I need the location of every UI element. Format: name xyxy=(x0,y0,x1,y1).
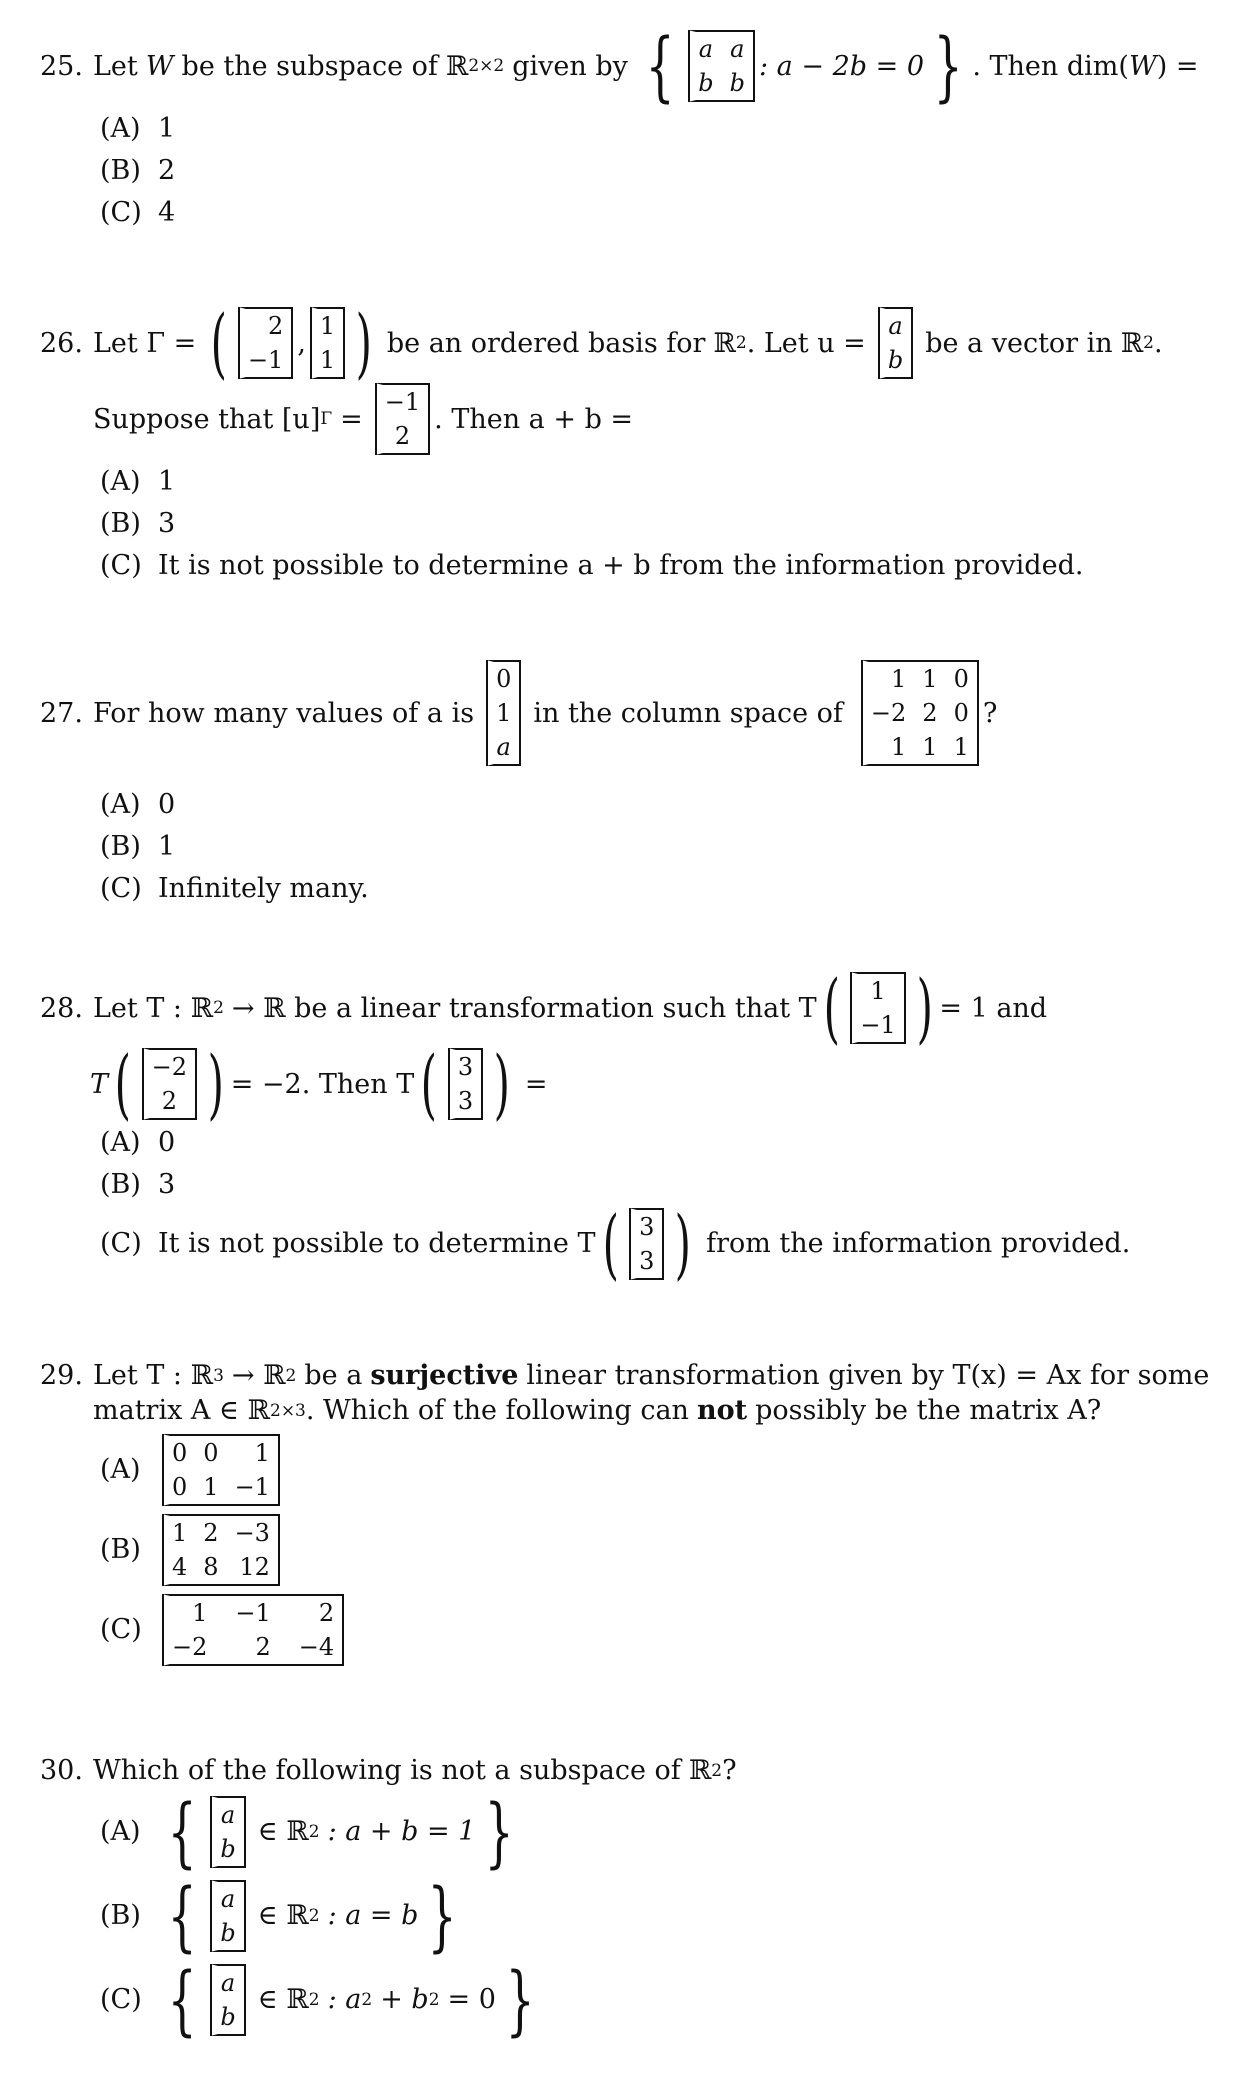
question-26: 26. Let Γ = ( 2 −1 , 1 1 ) be an ordered basis for ℝ 2 . Let u = a b be a vector in ℝ 2 . Suppose that [u] Γ = −1 2 . Then a + b = (A) 1 (B) 3 (C) It is not possible to determine a + b from the information provided. xyxy=(40,305,1220,587)
text: possibly be the matrix A? xyxy=(755,1395,1102,1426)
text: Which of the following is not a subspace of xyxy=(93,1755,681,1786)
option-label: (C) xyxy=(100,1228,142,1259)
matrix-cell: a xyxy=(220,1969,236,1997)
matrix-cell: b xyxy=(729,69,745,97)
matrix-w xyxy=(688,30,755,102)
matrix-cell: 8 xyxy=(203,1553,219,1581)
option-a[interactable] xyxy=(100,1434,1220,1506)
text: in the column space of xyxy=(533,697,843,729)
option-label: (B) xyxy=(100,1169,141,1200)
vector xyxy=(629,1208,664,1280)
options xyxy=(40,1787,1220,2044)
text: Let Γ = xyxy=(93,327,197,359)
options xyxy=(40,461,1220,587)
matrix-cell: 3 xyxy=(639,1213,655,1241)
option-label: (B) xyxy=(100,155,141,186)
option-text: 3 xyxy=(158,1169,176,1200)
condition: : a xyxy=(327,1984,362,2015)
option-text: 1 xyxy=(158,831,176,862)
condition: : a + b = 1 xyxy=(327,1816,476,1847)
matrix-cell: 1 xyxy=(319,312,336,340)
matrix-cell: b xyxy=(698,69,714,97)
condition: : a = b xyxy=(327,1900,419,1931)
text: → ℝ xyxy=(231,1360,286,1391)
text: Let T : ℝ xyxy=(93,992,214,1024)
matrix-cell: 1 xyxy=(891,733,907,761)
text: = 1 and xyxy=(939,992,1048,1024)
text: . Let u = xyxy=(746,327,866,359)
matrix-cell: 0 xyxy=(203,1439,219,1467)
right-paren: ) xyxy=(916,963,933,1052)
option-c[interactable] xyxy=(100,1594,1220,1666)
matrix-cell: 3 xyxy=(457,1087,474,1115)
option-b[interactable]: (B) { a b ∈ ℝ 2 : a = b } xyxy=(100,1871,458,1960)
text: . Which of the following can xyxy=(305,1395,689,1426)
option-label: (B) xyxy=(100,831,141,862)
option-text: 4 xyxy=(158,197,176,228)
matrix-cell: b xyxy=(887,346,904,374)
option-c[interactable] xyxy=(100,1199,1220,1288)
matrix-cell: −3 xyxy=(234,1519,270,1547)
option-text: It is not possible to determine T xyxy=(158,1228,596,1259)
left-brace: { xyxy=(167,1787,197,1876)
option-text: 1 xyxy=(158,113,176,144)
question-number: 28. xyxy=(40,992,83,1024)
matrix-cell: 2 xyxy=(255,1633,271,1661)
text: be a xyxy=(304,1360,363,1391)
matrix xyxy=(162,1594,344,1666)
text: ∈ ℝ xyxy=(257,1900,309,1931)
option-c[interactable]: (C) { a b ∈ ℝ 2 : a 2 + b 2 = 0 } xyxy=(100,1955,535,2044)
reals: ℝ xyxy=(1120,327,1144,359)
vector xyxy=(448,1048,483,1120)
option-text: 0 xyxy=(158,1127,176,1158)
right-brace: } xyxy=(505,1955,535,2044)
matrix-cell: 3 xyxy=(457,1053,474,1081)
option-label: (A) xyxy=(100,789,141,820)
question-number: 27. xyxy=(40,697,83,729)
matrix-cell: a xyxy=(220,1885,236,1913)
matrix-cell: b xyxy=(220,2003,236,2031)
matrix-cell: 4 xyxy=(172,1553,188,1581)
basis-vector-1 xyxy=(238,307,293,379)
left-paren: ( xyxy=(114,1039,131,1128)
question-29: 29. Let T : ℝ 3 → ℝ 2 be a surjective linear transformation given by T(x) = Ax for some matrix A ∈ ℝ 2×3 . Which of the following can not possibly be the matrix A? (A) 0 0 1 0 1 −1 (B) 1 2 −3 4 8 12 (C) 1 −1 2 −2 2 −4 xyxy=(40,1360,1220,1674)
left-paren: ( xyxy=(602,1199,619,1288)
right-brace: } xyxy=(428,1871,458,1960)
option-label: (A) xyxy=(100,113,141,144)
matrix-cell: b xyxy=(220,1835,236,1863)
question-number: 26. xyxy=(40,327,83,359)
emphasis: surjective xyxy=(370,1360,519,1391)
option-label: (C) xyxy=(100,873,142,904)
vector xyxy=(142,1048,197,1120)
matrix-cell: −1 xyxy=(247,346,284,374)
matrix-cell: a xyxy=(220,1801,236,1829)
option-text: It is not possible to determine a + b from the information provided. xyxy=(158,550,1084,581)
text: Let T : ℝ xyxy=(93,1360,214,1391)
matrix-cell: 1 xyxy=(870,977,886,1005)
left-paren: ( xyxy=(420,1039,438,1128)
reals: ℝ xyxy=(688,1755,712,1786)
condition: = 0 xyxy=(447,1984,496,2015)
option-label: (A) xyxy=(100,1127,141,1158)
right-brace: } xyxy=(485,1787,515,1876)
matrix-cell: 0 xyxy=(172,1439,188,1467)
options xyxy=(40,784,1220,910)
option-text: 3 xyxy=(158,508,176,539)
emphasis: not xyxy=(696,1395,748,1426)
matrix-cell: 12 xyxy=(239,1553,270,1581)
matrix-cell: 2 xyxy=(268,312,284,340)
left-brace: { xyxy=(167,1871,197,1960)
matrix-cell: 1 xyxy=(922,733,938,761)
option-label: (C) xyxy=(100,197,142,228)
matrix xyxy=(162,1514,280,1586)
option-a[interactable] xyxy=(100,461,1220,503)
question-28: 28. Let T : ℝ 2 → ℝ be a linear transformation such that T ( 1 −1 ) = 1 and T ( −2 2 ) = −2. Then T ( 3 3 ) = (A) 0 (B) 3 (C) It is not possible to determine T ( 3 3 ) from the information provided. xyxy=(40,970,1220,1282)
matrix-cell: 1 xyxy=(496,699,512,727)
left-paren: ( xyxy=(210,298,228,387)
question-25: 25. Let W be the subspace of ℝ 2×2 given by { a a b b : a − 2b = 0 } . Then dim( W ) = (A) 1 (B) 2 (C) 4 xyxy=(40,28,1220,234)
matrix-cell: 2 xyxy=(203,1519,219,1547)
matrix-cell: −1 xyxy=(384,388,421,416)
right-paren: ) xyxy=(675,1199,692,1288)
left-brace: { xyxy=(167,1955,197,2044)
text: be a vector in xyxy=(925,327,1113,359)
text: . Then a + b = xyxy=(434,403,634,435)
matrix-cell: 2 xyxy=(318,1599,335,1627)
matrix-cell: a xyxy=(888,312,903,340)
matrix-cell: −2 xyxy=(151,1053,188,1081)
coord-vector xyxy=(375,383,430,455)
matrix-cell: −1 xyxy=(235,1599,271,1627)
question-27 xyxy=(40,660,1220,910)
vector-u xyxy=(878,307,913,379)
text: = xyxy=(340,403,363,435)
text: matrix A ∈ ℝ xyxy=(93,1395,270,1426)
text: ∈ ℝ xyxy=(257,1816,309,1847)
text: . Then dim( xyxy=(972,50,1129,82)
condition: : a − 2b = 0 xyxy=(759,50,924,82)
left-brace: { xyxy=(645,21,675,110)
matrix-cell: a xyxy=(698,35,714,63)
text: → ℝ be a linear transformation such that T xyxy=(231,992,817,1024)
option-label: (A) xyxy=(100,466,141,497)
condition: + b xyxy=(380,1984,429,2015)
matrix-cell: −2 xyxy=(172,1633,208,1661)
text: ? xyxy=(982,697,998,729)
matrix-cell: 2 xyxy=(161,1087,177,1115)
options xyxy=(40,108,1220,234)
matrix-cell: 2 xyxy=(394,422,411,450)
matrix-cell: −2 xyxy=(870,699,907,727)
text: Let xyxy=(93,50,138,82)
vector xyxy=(486,660,521,766)
vector xyxy=(210,1880,245,1952)
option-a[interactable] xyxy=(100,108,1220,150)
matrix-cell: 1 xyxy=(254,1439,270,1467)
matrix-cell: 2 xyxy=(922,699,938,727)
matrix-cell: b xyxy=(220,1919,236,1947)
option-label: (B) xyxy=(100,1534,141,1565)
reals: ℝ xyxy=(713,327,736,359)
matrix xyxy=(861,660,979,766)
question-number: 29. xyxy=(40,1360,83,1391)
var-w: W xyxy=(145,50,174,82)
option-c[interactable] xyxy=(100,868,1220,910)
option-b[interactable] xyxy=(100,826,1220,868)
option-c[interactable] xyxy=(100,545,1220,587)
matrix-cell: 1 xyxy=(192,1599,208,1627)
matrix-cell: 1 xyxy=(172,1519,188,1547)
right-paren: ) xyxy=(493,1039,511,1128)
text: ) = xyxy=(1156,50,1199,82)
matrix-cell: −1 xyxy=(234,1473,270,1501)
vector xyxy=(850,972,905,1044)
matrix-cell: 0 xyxy=(172,1473,188,1501)
option-b[interactable] xyxy=(100,1164,1220,1206)
vector xyxy=(210,1796,245,1868)
basis-vector-2 xyxy=(310,307,345,379)
question-number: 30. xyxy=(40,1755,83,1786)
right-brace: } xyxy=(933,21,963,110)
option-label: (C) xyxy=(100,1984,142,2015)
matrix-cell: −4 xyxy=(298,1633,335,1661)
option-a[interactable] xyxy=(100,1122,1220,1164)
matrix-cell: 1 xyxy=(891,665,907,693)
matrix-cell: 0 xyxy=(953,665,969,693)
text: Suppose that [u] xyxy=(93,403,321,435)
right-paren: ) xyxy=(207,1039,225,1128)
option-text: 0 xyxy=(158,789,176,820)
text: given by xyxy=(512,50,628,82)
option-b[interactable] xyxy=(100,503,1220,545)
option-label: (C) xyxy=(100,550,142,581)
text: . xyxy=(1153,327,1163,359)
text: linear transformation given by T(x) = Ax for some xyxy=(526,1360,1210,1391)
matrix xyxy=(162,1434,280,1506)
text: = xyxy=(524,1068,548,1100)
text: For how many values of a is xyxy=(93,697,475,729)
option-label: (C) xyxy=(100,1614,142,1645)
matrix-cell: 0 xyxy=(953,699,969,727)
options xyxy=(40,1434,1220,1666)
var-w: W xyxy=(1128,50,1157,82)
option-label: (A) xyxy=(100,1454,141,1485)
option-text: 2 xyxy=(158,155,176,186)
question-30: 30. Which of the following is not a subspace of ℝ 2 ? (A) { a b ∈ ℝ 2 : a + b = 1 } (B) { a b ∈ ℝ 2 : a = b } (C) { a b ∈ ℝ 2 : a 2 + b 2 = 0 } xyxy=(40,1755,1220,2046)
option-a[interactable]: (A) { a b ∈ ℝ 2 : a + b = 1 } xyxy=(100,1787,515,1876)
text: be an ordered basis for xyxy=(386,327,706,359)
option-label: (A) xyxy=(100,1816,141,1847)
option-label: (B) xyxy=(100,1900,141,1931)
option-b[interactable] xyxy=(100,150,1220,192)
matrix-cell: 1 xyxy=(953,733,969,761)
text: ? xyxy=(722,1755,737,1786)
option-b[interactable] xyxy=(100,1514,1220,1586)
option-text: 1 xyxy=(158,466,176,497)
option-text: Infinitely many. xyxy=(158,873,369,904)
matrix-cell: 1 xyxy=(319,346,336,374)
option-text: from the information provided. xyxy=(706,1228,1131,1259)
vector xyxy=(210,1964,245,2036)
text: be the subspace of xyxy=(181,50,438,82)
matrix-cell: a xyxy=(730,35,745,63)
matrix-cell: 3 xyxy=(639,1247,655,1275)
option-label: (B) xyxy=(100,508,141,539)
option-c[interactable] xyxy=(100,192,1220,234)
matrix-cell: 1 xyxy=(203,1473,219,1501)
matrix-cell: 0 xyxy=(496,665,512,693)
matrix-cell: 1 xyxy=(922,665,938,693)
matrix-cell: a xyxy=(496,733,511,761)
text: = −2. Then T xyxy=(230,1068,415,1100)
question-number: 25. xyxy=(40,50,83,82)
option-a[interactable] xyxy=(100,784,1220,826)
reals: ℝ xyxy=(445,50,469,82)
right-paren: ) xyxy=(355,298,373,387)
text: ∈ ℝ xyxy=(257,1984,309,2015)
left-paren: ( xyxy=(823,963,840,1052)
text: T xyxy=(90,1068,109,1100)
matrix-cell: −1 xyxy=(860,1011,896,1039)
